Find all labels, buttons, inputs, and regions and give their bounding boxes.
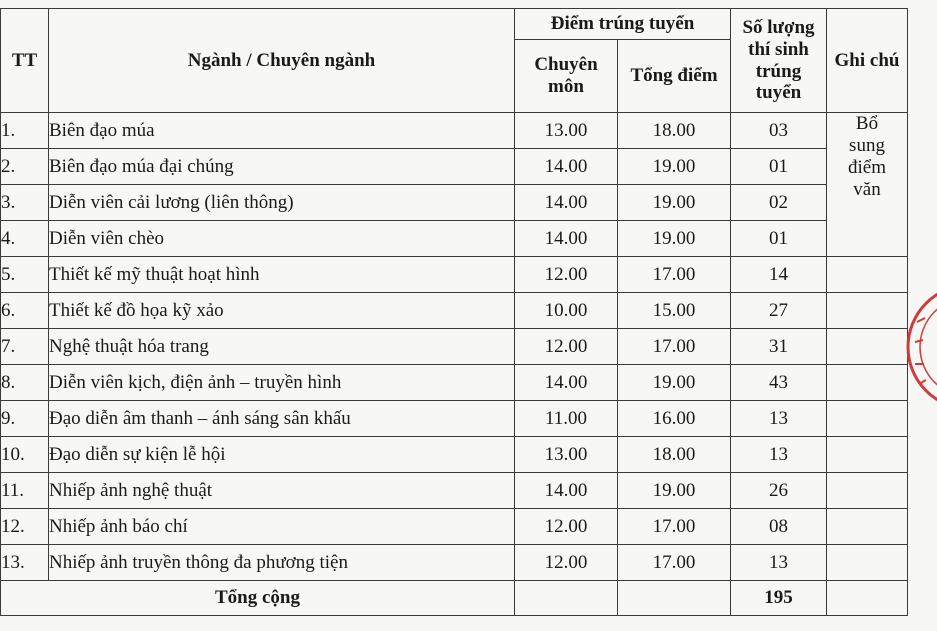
row-major: Nhiếp ảnh nghệ thuật [49, 473, 515, 509]
note-word: Bổ [855, 113, 879, 134]
table-row [1, 221, 937, 257]
row-major: Nhiếp ảnh báo chí [49, 509, 515, 545]
row-count: 02 [731, 185, 827, 221]
row-total-score: 16.00 [618, 401, 731, 437]
row-specialty-score: 12.00 [515, 257, 618, 293]
table-row [1, 185, 937, 221]
row-blank [908, 365, 937, 401]
table-row [1, 365, 937, 401]
row-tt: 2. [1, 149, 49, 185]
table-row [1, 401, 937, 437]
row-total-score: 17.00 [618, 545, 731, 581]
note-word: điểm [848, 156, 886, 178]
total-label: Tổng cộng [1, 581, 515, 616]
row-note [827, 437, 908, 473]
row-note [827, 545, 908, 581]
row-total-score: 18.00 [618, 113, 731, 149]
row-count: 31 [731, 329, 827, 365]
table-row [1, 509, 937, 545]
row-specialty-score: 14.00 [515, 149, 618, 185]
header-major: Ngành / Chuyên ngành [49, 9, 515, 113]
row-major: Đạo diễn sự kiện lễ hội [49, 437, 515, 473]
row-total-score: 15.00 [618, 293, 731, 329]
row-major: Đạo diễn âm thanh – ánh sáng sân khấu [49, 401, 515, 437]
row-total-score: 19.00 [618, 221, 731, 257]
row-count: 01 [731, 221, 827, 257]
row-major: Biên đạo múa đại chúng [49, 149, 515, 185]
table-row [1, 149, 937, 185]
row-blank [908, 545, 937, 581]
note-supplement [827, 113, 908, 257]
row-tt: 4. [1, 221, 49, 257]
row-count: 43 [731, 365, 827, 401]
row-note [827, 509, 908, 545]
table-row [1, 329, 937, 365]
row-total-score: 19.00 [618, 149, 731, 185]
total-row [1, 581, 937, 616]
row-count: 27 [731, 293, 827, 329]
row-total-score: 17.00 [618, 509, 731, 545]
row-count: 13 [731, 401, 827, 437]
row-tt: 8. [1, 365, 49, 401]
row-blank [908, 257, 937, 293]
row-count: 03 [731, 113, 827, 149]
row-count: 13 [731, 437, 827, 473]
row-count: 08 [731, 509, 827, 545]
row-total-score: 17.00 [618, 257, 731, 293]
row-major: Thiết kế mỹ thuật hoạt hình [49, 257, 515, 293]
table-body [1, 113, 937, 581]
row-tt: 3. [1, 185, 49, 221]
row-note [827, 293, 908, 329]
row-blank [908, 509, 937, 545]
row-note [827, 257, 908, 293]
row-blank [908, 221, 937, 257]
row-note [827, 329, 908, 365]
row-blank [908, 149, 937, 185]
row-total-score: 19.00 [618, 473, 731, 509]
table-row [1, 437, 937, 473]
total-blank [908, 581, 937, 616]
row-specialty-score: 13.00 [515, 113, 618, 149]
row-note [827, 401, 908, 437]
row-tt: 5. [1, 257, 49, 293]
row-tt: 1. [1, 113, 49, 149]
row-total-score: 18.00 [618, 437, 731, 473]
row-major: Biên đạo múa [49, 113, 515, 149]
row-tt: 10. [1, 437, 49, 473]
row-specialty-score: 14.00 [515, 473, 618, 509]
row-count: 26 [731, 473, 827, 509]
row-specialty-score: 12.00 [515, 545, 618, 581]
row-tt: 11. [1, 473, 49, 509]
total-empty-score [618, 581, 731, 616]
table-row [1, 257, 937, 293]
row-note [827, 365, 908, 401]
row-major: Diễn viên chèo [49, 221, 515, 257]
total-empty-specialty [515, 581, 618, 616]
header-specialty: Chuyên môn [515, 40, 618, 113]
note-word: văn [853, 178, 881, 200]
row-major: Thiết kế đồ họa kỹ xảo [49, 293, 515, 329]
row-tt: 7. [1, 329, 49, 365]
header-score-group: Điểm trúng tuyển [515, 9, 731, 40]
row-blank [908, 473, 937, 509]
admission-score-table [0, 8, 937, 616]
header-blank [908, 9, 937, 113]
row-count: 01 [731, 149, 827, 185]
row-blank [908, 113, 937, 149]
row-note [827, 473, 908, 509]
header-count: Số lượng thí sinh trúng tuyển [731, 9, 827, 113]
row-blank [908, 293, 937, 329]
note-word: sung [849, 134, 885, 156]
header-tt: TT [1, 9, 49, 113]
header-note: Ghi chú [827, 9, 908, 113]
row-major: Diễn viên kịch, điện ảnh – truyền hình [49, 365, 515, 401]
row-blank [908, 329, 937, 365]
row-specialty-score: 13.00 [515, 437, 618, 473]
row-tt: 6. [1, 293, 49, 329]
row-major: Diễn viên cải lương (liên thông) [49, 185, 515, 221]
row-major: Nghệ thuật hóa trang [49, 329, 515, 365]
row-total-score: 19.00 [618, 185, 731, 221]
row-specialty-score: 10.00 [515, 293, 618, 329]
row-tt: 13. [1, 545, 49, 581]
row-total-score: 19.00 [618, 365, 731, 401]
row-major: Nhiếp ảnh truyền thông đa phương tiện [49, 545, 515, 581]
row-blank [908, 401, 937, 437]
row-specialty-score: 12.00 [515, 329, 618, 365]
row-blank [908, 185, 937, 221]
row-tt: 12. [1, 509, 49, 545]
row-tt: 9. [1, 401, 49, 437]
table-row [1, 545, 937, 581]
row-count: 14 [731, 257, 827, 293]
table-row [1, 473, 937, 509]
row-total-score: 17.00 [618, 329, 731, 365]
total-empty-note [827, 581, 908, 616]
row-specialty-score: 11.00 [515, 401, 618, 437]
row-count: 13 [731, 545, 827, 581]
row-specialty-score: 12.00 [515, 509, 618, 545]
table-row [1, 113, 937, 149]
total-count: 195 [731, 581, 827, 616]
header-total-score: Tổng điểm [618, 40, 731, 113]
row-blank [908, 437, 937, 473]
row-specialty-score: 14.00 [515, 221, 618, 257]
row-specialty-score: 14.00 [515, 365, 618, 401]
row-specialty-score: 14.00 [515, 185, 618, 221]
table-row [1, 293, 937, 329]
